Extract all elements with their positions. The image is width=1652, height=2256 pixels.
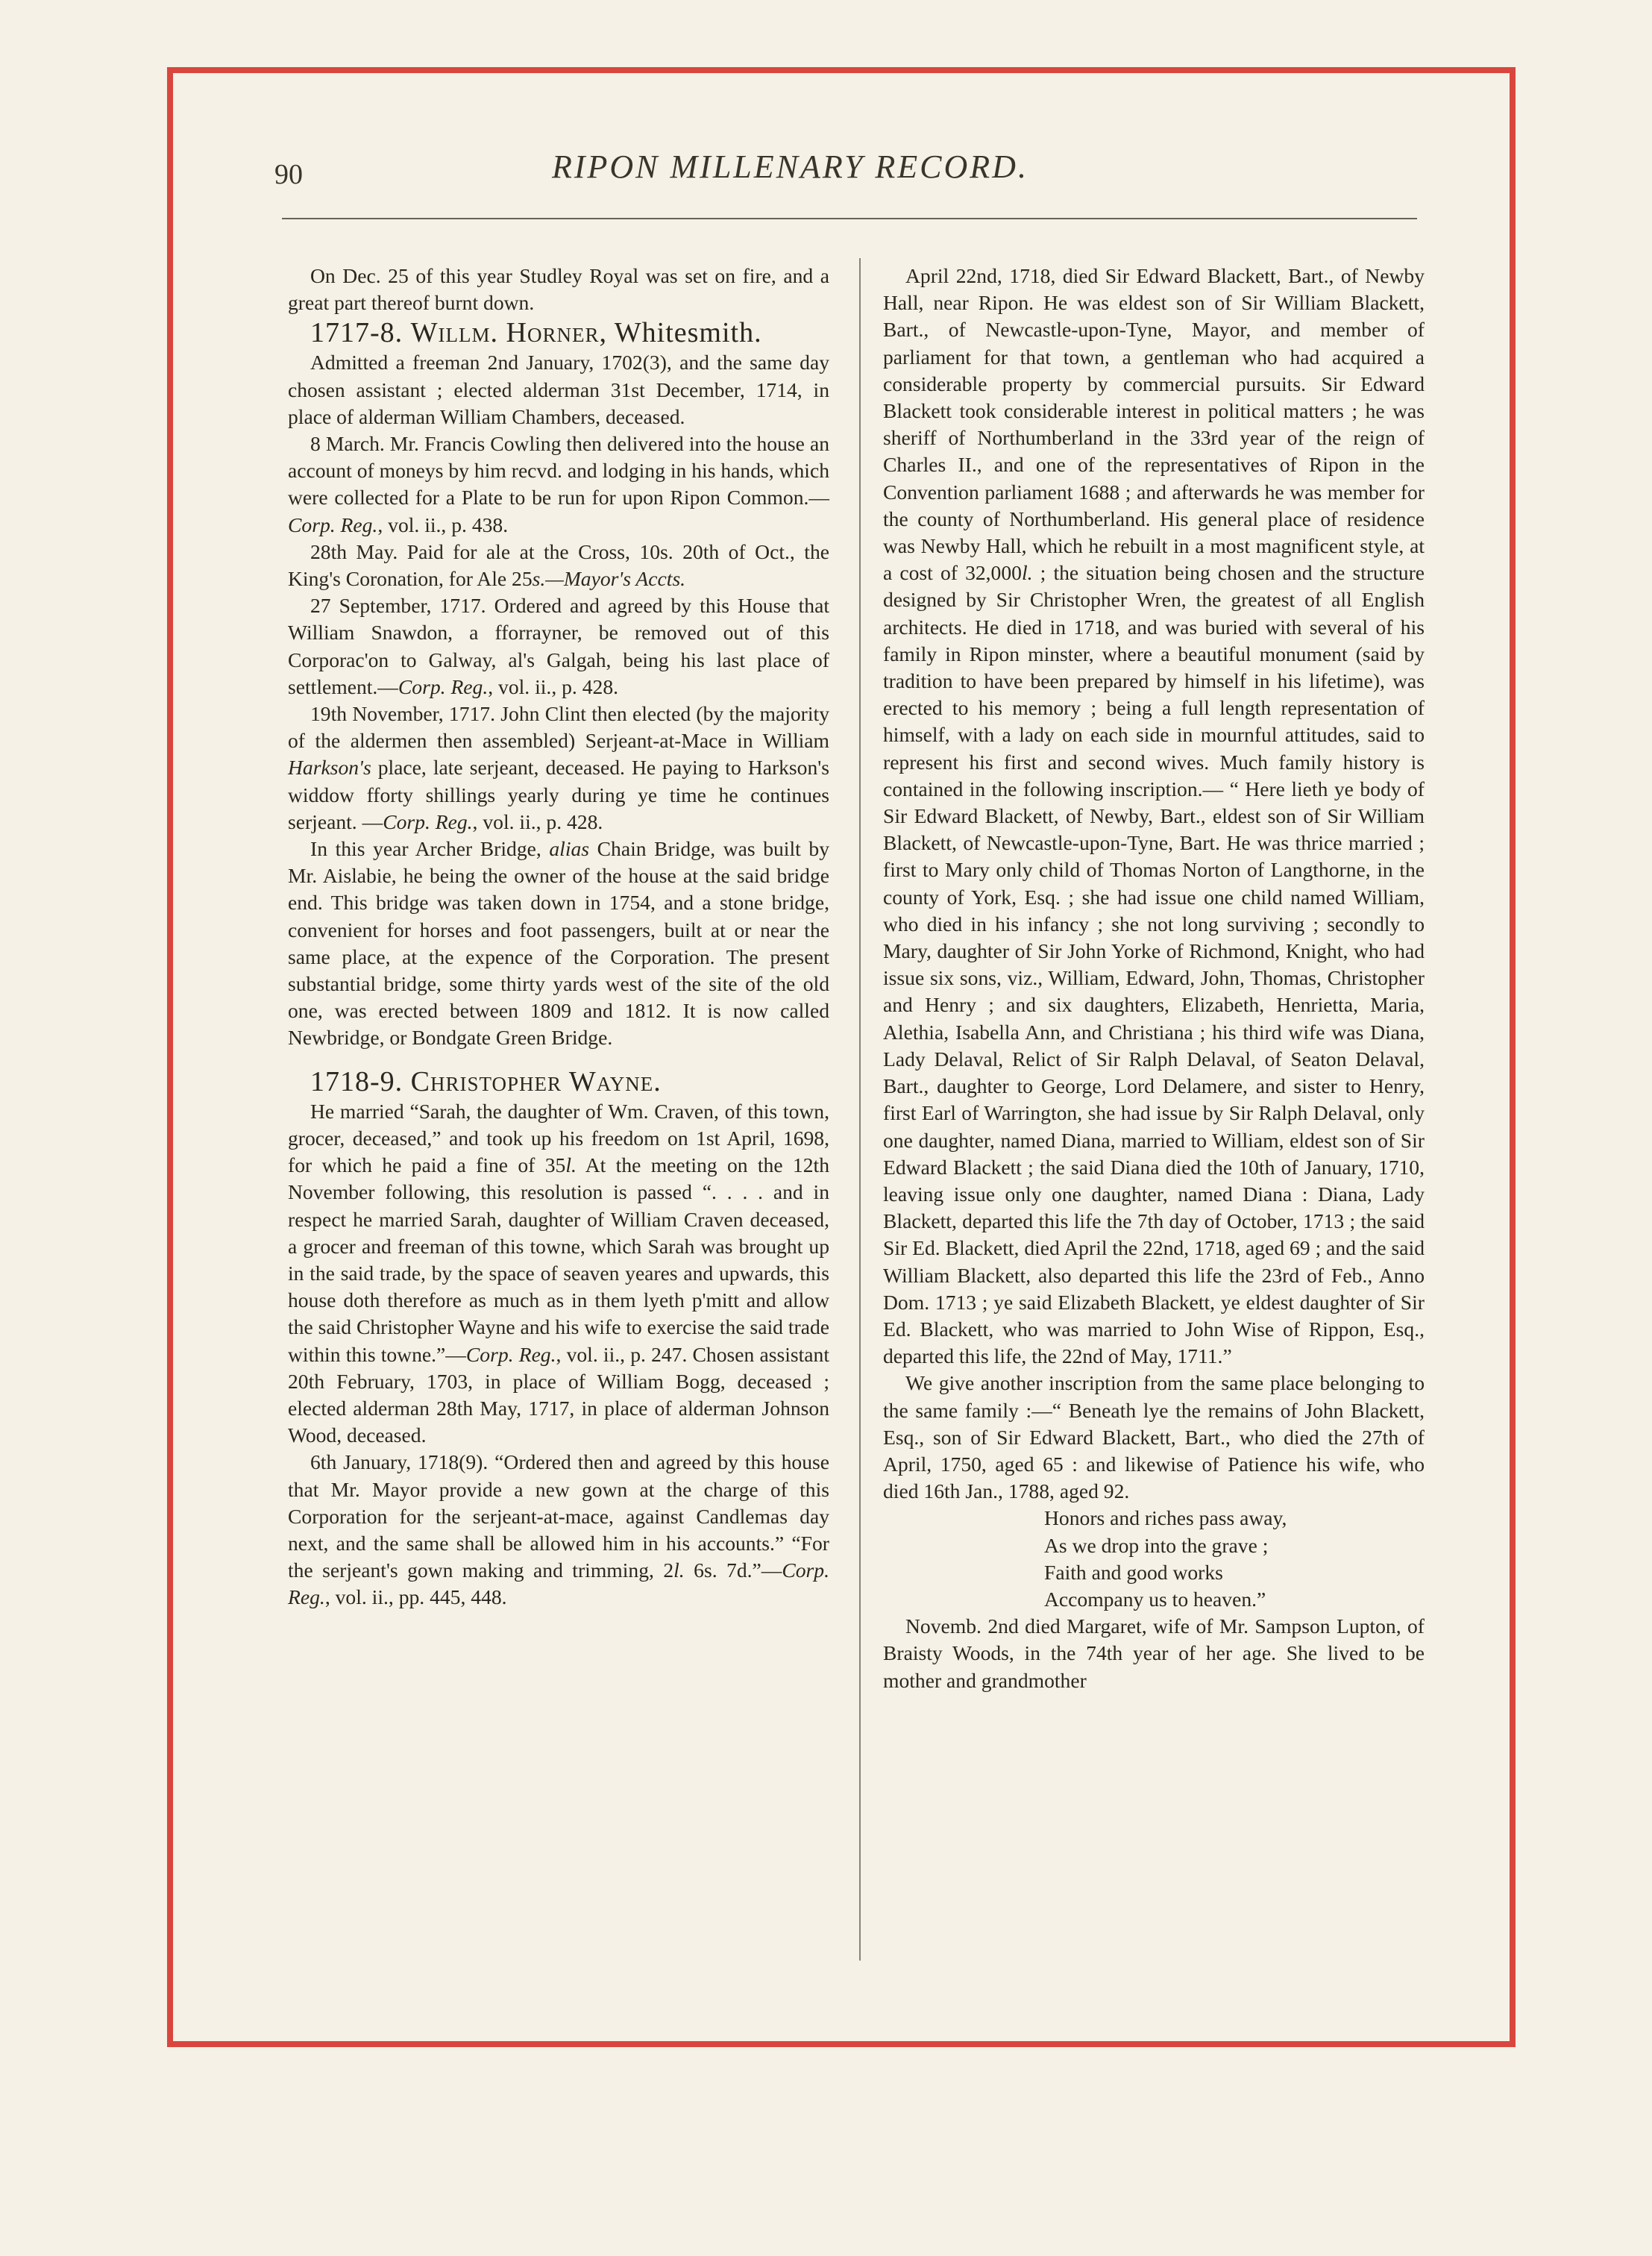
- citation: Corp. Reg.: [288, 1558, 829, 1609]
- paragraph-snawdon-removed: [288, 592, 829, 701]
- text: 27 September, 1717. Ordered and agreed by this House that William Snawdon, a fforrayner, be removed out of this Corporac'on to Galway, al's Galgah, being his last place of settlement.—: [288, 594, 829, 698]
- entry-trade: Whitesmith.: [614, 317, 762, 349]
- abbreviation: l.: [673, 1558, 685, 1582]
- text: , vol. ii., p. 247. Chosen assistant 20th February, 1703, in place of William Bogg, deceased ; elected alderman 28th May, 1717, in place of alderman Johnson Wood, deceased.: [288, 1342, 829, 1447]
- text: place, late serjeant, deceased. He paying to Harkson's widdow fforty shillings yearly during ye time he continues serjeant. —: [288, 756, 829, 833]
- text: , vol. ii., p. 438.: [377, 513, 509, 536]
- abbreviation: l.: [1021, 561, 1033, 585]
- entry-name: Willm. Horner,: [410, 317, 607, 349]
- text: He married “Sarah, the daughter of Wm. Craven, of this town, grocer, deceased,” and took up his freedom on 1st April, 1698, for which he paid a fine of 35: [288, 1099, 829, 1177]
- entry-years: 1718-9.: [310, 1065, 403, 1097]
- text: 19th November, 1717. John Clint then elected (by the majority of the aldermen then assembled) Serjeant-at-Mace in William: [288, 702, 829, 753]
- paragraph-studley-royal-fire: On Dec. 25 of this year Studley Royal was set on fire, and a great part thereof burnt down.: [288, 264, 829, 315]
- header-rule: [282, 218, 1417, 219]
- paragraph-archer-bridge: [288, 836, 829, 1052]
- entry-heading-wayne: [288, 1065, 829, 1098]
- text: 6s. 7d.”—: [694, 1558, 782, 1582]
- paragraph-another-inscription: We give another inscription from the same place belonging to the same family :—“ Beneath lye the remains of John Blackett, Esq., son of Sir Edward Blackett, Bart., who died the 27th of April, 1750, aged 65 : and likewise of Patience his wife, who died 16th Jan., 1788, aged 92.: [883, 1371, 1425, 1503]
- text: In this year Archer Bridge,: [310, 837, 541, 861]
- text: At the meeting on the 12th November following, this resolution is passed “. . . . and in respect he married Sarah, daughter of William Craven deceased, a grocer and freeman of this towne, which Sarah was brought up in the said trade, by the space of seaven yeares and upwards, this house doth therefore as much as in them lyeth p'mitt and allow the said Christopher Wayne and his wife to exercise the said trade within this towne.”—: [288, 1153, 829, 1366]
- paragraph-ale-at-cross: [288, 539, 829, 592]
- text: April 22nd, 1718, died Sir Edward Blackett, Bart., of Newby Hall, near Ripon. He was eldest son of Sir William Blackett, Bart., of Newcastle-upon-Tyne, Mayor, and member of parliament for that town, a gentleman who had acquired a considerable property by commercial pursuits. Sir Edward Blackett took considerable interest in political matters ; he was sheriff of Northumberland in the 33rd year of the reign of Charles II., and one of the representatives of Ripon in the Convention parliament 1688 ; and afterwards he was member for the county of Northumberland. His general place of residence was Newby Hall, which he rebuilt in a most magnificent style, at a cost of 32,000: [883, 264, 1425, 585]
- abbreviation: s.: [532, 567, 546, 591]
- paragraph-clint-serjeant: [288, 701, 829, 836]
- citation: —Mayor's Accts.: [545, 567, 686, 591]
- page-number: 90: [274, 159, 303, 190]
- left-column: [288, 263, 829, 1611]
- verse-line: Faith and good works: [1044, 1560, 1223, 1584]
- running-head-title: RIPON MILLENARY RECORD.: [552, 148, 1028, 185]
- right-column: [883, 263, 1425, 1694]
- verse-line: Accompany us to heaven.”: [1044, 1587, 1266, 1611]
- text: , vol. ii., p. 428.: [488, 674, 619, 698]
- paragraph-wayne-married: [288, 1098, 829, 1450]
- text: 6th January, 1718(9). “Ordered then and agreed by this house that Mr. Mayor provide a new gown at the charge of this Corporation for the serjeant-at-mace, against Candlemas day next, and the same shall be allowed him in his accounts.” “For the serjeant's gown making and trimming, 2: [288, 1450, 829, 1582]
- paragraph-blackett-died: [883, 263, 1425, 1370]
- paragraph-margaret-lupton: Novemb. 2nd died Margaret, wife of Mr. Sampson Lupton, of Braisty Woods, in the 74th year of her age. She lived to be mother and grandmother: [883, 1614, 1425, 1692]
- entry-heading-horner: [288, 316, 829, 349]
- verse-line: As we drop into the grave ;: [1044, 1533, 1269, 1557]
- paragraph-serjeant-gown: [288, 1449, 829, 1611]
- italic-name: Harkson's: [288, 756, 371, 780]
- text: 28th May. Paid for ale at the Cross, 10s. 20th of Oct., the King's Coronation, for Ale 25: [288, 539, 829, 591]
- verse-line: Honors and riches pass away,: [1044, 1506, 1287, 1530]
- text: 8 March. Mr. Francis Cowling then delivered into the house an account of moneys by him recvd. and lodging in his hands, which were collected for a Plate to be run for upon Ripon Common.—: [288, 432, 829, 510]
- entry-name: Christopher Wayne.: [410, 1065, 662, 1097]
- citation: Corp. Reg.: [465, 1342, 556, 1366]
- text: Chain Bridge, was built by Mr. Aislabie, he being the owner of the house at the said bridge end. This bridge was taken down in 1754, and a stone bridge, convenient for horses and foot passengers, built at or near the same place, at the expence of the Corporation. The present substantial bridge, some thirty yards west of the site of the old one, was erected between 1809 and 1812. It is now called Newbridge, or Bondgate Green Bridge.: [288, 837, 829, 1050]
- citation: Corp. Reg.: [398, 674, 489, 698]
- text: ; the situation being chosen and the structure designed by Sir Christopher Wren, the greatest of all English architects. He died in 1718, and was buried with several of his family in Ripon minster, where a beautiful monument (said by tradition to have been prepared by himself in his lifetime), was erected to his memory ; being a full length representation of himself, with a lady on each side in mournful attitudes, said to represent his first and second wives. Much family history is contained in the following inscription.— “ Here lieth ye body of Sir Edward Blackett, of Newby, Bart., eldest son of Sir William Blackett, of Newcastle-upon-Tyne, Bart. He was thrice married ; first to Mary only child of Thomas Norton of Langthorne, in the county of York, Esq. ; she had issue one child named William, who died in his infancy ; she not long surviving ; secondly to Mary, daughter of Sir John Yorke of Richmond, Knight, who had issue six sons, viz., William, Edward, John, Thomas, Christopher and Henry ; and six daughters, Elizabeth, Henrietta, Maria, Alethia, Isabella Ann, and Christiana ; his third wife was Diana, Lady Delaval, Relict of Sir Ralph Delaval, of Seaton Delaval, Bart., daughter to George, Lord Delamere, and sister to Henry, first Earl of Warrington, she had issue by Sir Ralph Delaval, only one daughter, named Diana, married to William, eldest son of Sir Edward Blackett ; the said Diana died the 10th of January, 1710, leaving issue only one daughter, named Diana : Diana, Lady Blackett, departed this life the 7th day of October, 1713 ; the said Sir Ed. Blackett, died April the 22nd, 1718, aged 69 ; and the said William Blackett, also departed this life the 23rd of Feb., Anno Dom. 1713 ; ye said Elizabeth Blackett, ye eldest daughter of Sir Ed. Blackett, who was married to John Wise of Rippon, Esq., departed this life, the 22nd of May, 1711.”: [883, 561, 1425, 1368]
- citation: Corp. Reg.: [383, 809, 473, 833]
- column-divider: [859, 258, 861, 1961]
- paragraph-horner-admitted: Admitted a freeman 2nd January, 1702(3), and the same day chosen assistant ; elected alderman 31st December, 1714, in place of alderman William Chambers, deceased.: [288, 351, 829, 428]
- italic-alias: alias: [549, 837, 590, 861]
- abbreviation: l.: [565, 1153, 577, 1177]
- paragraph-cowling-plate: [288, 430, 829, 539]
- entry-years: 1717-8.: [310, 317, 403, 349]
- text: , vol. ii., p. 428.: [472, 809, 603, 833]
- text: , vol. ii., pp. 445, 448.: [324, 1585, 507, 1609]
- citation: Corp. Reg.: [288, 513, 378, 536]
